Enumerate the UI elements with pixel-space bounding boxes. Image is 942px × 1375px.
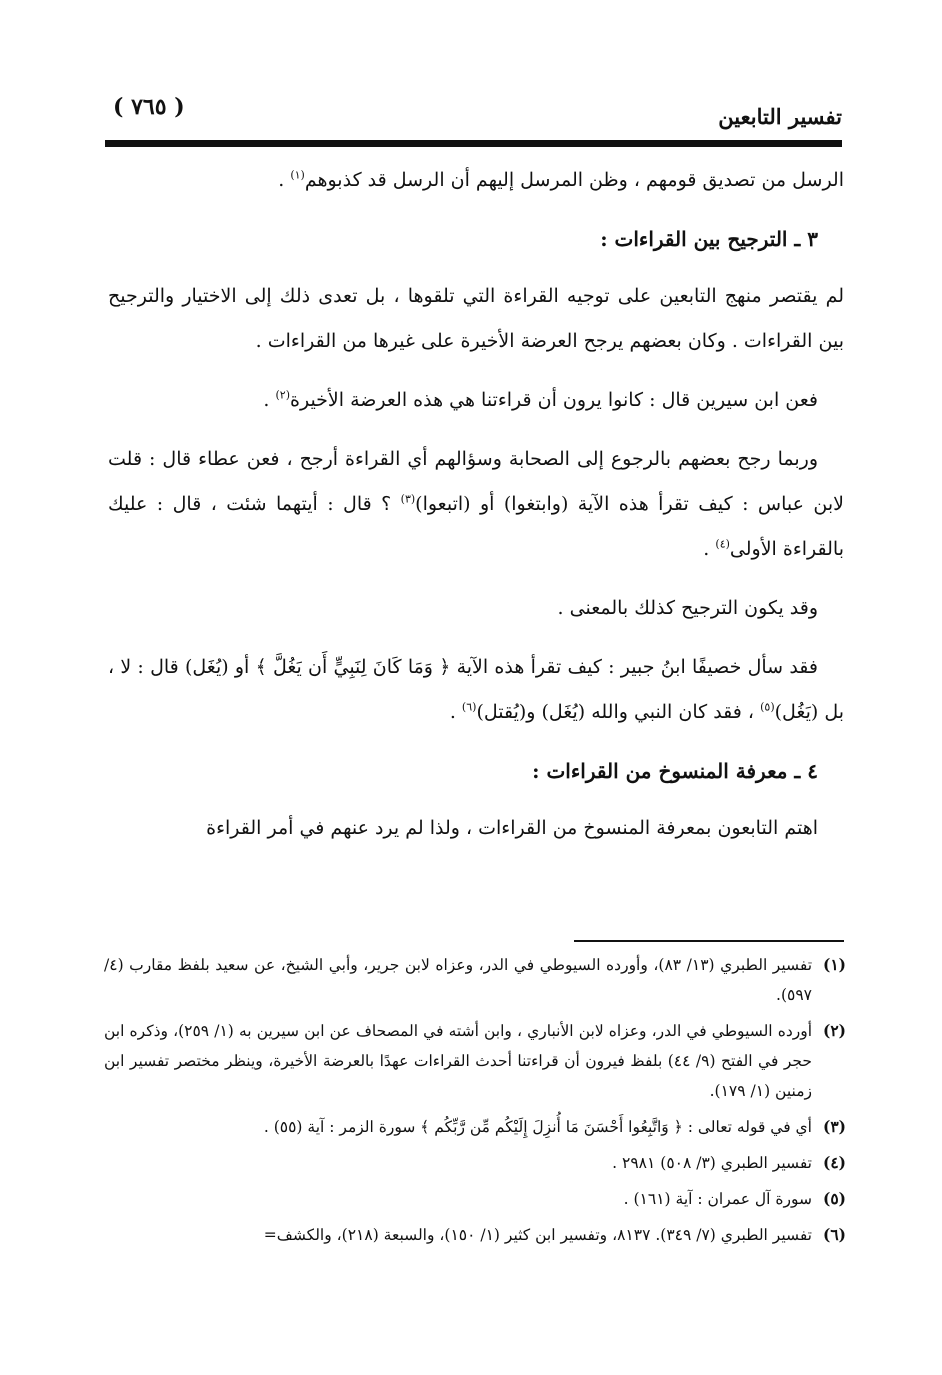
footnote-ref-3: (٣) [400,492,416,506]
section-heading-3: ٣ ـ الترجيح بين القراءات : [600,227,818,251]
footnote-5 [104,1184,846,1214]
footnote-number: (١) [822,955,846,974]
footnote-number: (٣) [822,1117,846,1136]
footnote-number: (٦) [822,1225,846,1244]
footnote-2 [104,1016,846,1106]
footnote-ref-4: (٤) [715,537,730,551]
footnote-text: تفسير الطبري (٣/ ٥٠٨) ٢٩٨١ . [612,1154,812,1172]
footnote-ref-2: (٢) [275,388,290,402]
footnote-4 [104,1148,846,1178]
header-rule [105,140,842,147]
footnote-6 [104,1220,846,1250]
page-number: ( ٧٦٥ ) [113,94,185,120]
section-heading-4: ٤ ـ معرفة المنسوخ من القراءات : [532,759,818,783]
footnote-number: (٥) [822,1189,846,1208]
footnote-3 [104,1112,846,1142]
footnote-text: تفسير الطبري (١٣/ ٨٣)، وأورده السيوطي في الدر، وعزاه لابن جرير، وأبي الشيخ، عن سعيد بلفظ مقارب (٤/ ٥٩٧). [104,956,813,1004]
paragraph-4: وربما رجح بعضهم بالرجوع إلى الصحابة وسؤالهم أي القراءة أرجح ، فعن عطاء قال : قلت لابن عباس : كيف تقرأ هذه الآية (وابتغوا) أو (اتبعوا)$^{(٣)}$ ؟ قال : أيتهما شئت ، قال : عليك بالقراءة الأولى$^{(٤)}$ . [108,448,844,560]
paragraph-7: اهتم التابعون بمعرفة المنسوخ من القراءات ، ولذا لم يرد عنهم في أمر القراءة [206,817,818,839]
running-title: تفسير التابعين [718,104,842,129]
footnote-separator [574,940,844,942]
footnote-text: سورة آل عمران : آية (١٦١) . [623,1190,812,1208]
footnote-number: (٢) [822,1021,846,1040]
footnote-text: أي في قوله تعالى : ﴿ وَاتَّبِعُوا أَحْسَنَ مَا أُنزِلَ إِلَيْكُم مِّن رَّبِّكُم ﴾ سورة الزمر : آية (٥٥) . [263,1118,812,1136]
footnote-ref-5: (٥) [760,700,775,714]
paragraph-5: وقد يكون الترجيح كذلك بالمعنى . [557,597,818,619]
footnote-text: أورده السيوطي في الدر، وعزاه لابن الأنباري ، وابن أشته في المصحاف عن ابن سيرين به (١/ ٢٥٩)، وذكره ابن حجر في الفتح (٩/ ٤٤) بلفظ فيرون أن قراءتنا أحدث القراءات عهدًا بالعرضة الأخيرة، وينظر مختصر تفسير ابن زمنين (١/ ١٧٩). [104,1022,813,1100]
footnote-1 [104,950,846,1010]
page-header [105,90,842,136]
footnote-ref-6: (٦) [461,700,477,714]
paragraph-6: فقد سأل خصيفًا ابنُ جبير : كيف تقرأ هذه الآية ﴿ وَمَا كَانَ لِنَبِيٍّ أَن يَغُلَّ ﴾ أو (يُغَل) قال : لا ، بل (يَغُل)$^{(٥)}$ ، فقد كان النبي والله (يُغَل) و(يُقتل)$^{(٦)}$ . [108,656,844,723]
footnote-ref-1: (١) [290,168,305,182]
paragraph-1: الرسل من تصديق قومهم ، وظن المرسل إليهم أن الرسل قد كذبوهم$^{(١)}$ . [278,168,844,191]
paragraph-3: فعن ابن سيرين قال : كانوا يرون أن قراءتنا هي هذه العرضة الأخيرة$^{(٢)}$ . [263,388,818,411]
footnote-number: (٤) [822,1153,846,1172]
main-text [108,158,844,865]
footnote-text: تفسير الطبري (٧/ ٣٤٩). ٨١٣٧، وتفسير ابن كثير (١/ ١٥٠)، والسبعة (٢١٨)، والكشف= [263,1226,812,1244]
footnotes [104,950,846,1256]
paragraph-2: لم يقتصر منهج التابعين على توجيه القراءة التي تلقوها ، بل تعدى ذلك إلى الاختيار والترجيح بين القراءات . وكان بعضهم يرجح العرضة الأخيرة على غيرها من القراءات . [108,285,844,352]
